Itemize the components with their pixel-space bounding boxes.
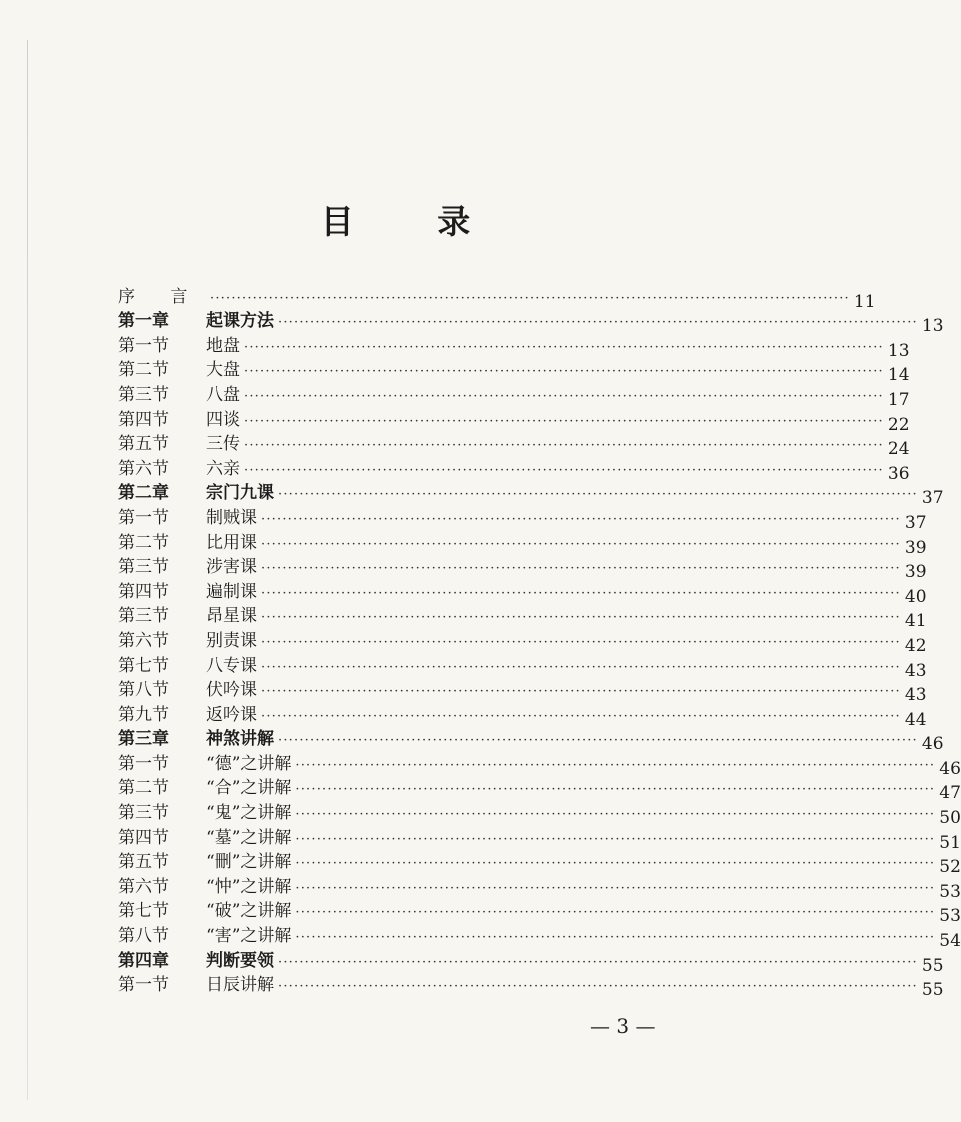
toc-entry-row <box>118 380 910 410</box>
toc-entry-row <box>118 774 961 804</box>
toc-section-label: 第一节 <box>118 507 169 528</box>
toc-entry-row <box>118 823 961 853</box>
toc-page-number: 55 <box>921 980 944 1001</box>
page-title: 目 录 <box>320 202 507 241</box>
toc-page-number: 42 <box>904 635 927 656</box>
toc-leader-dots: ························································································································ <box>278 733 918 749</box>
toc-entry-row <box>118 971 944 1001</box>
toc-entry-title: “忡”之讲解 <box>206 876 292 897</box>
toc-entry-title: 伏吟课 <box>206 680 257 701</box>
page-number-footer: — 3 — <box>590 1014 656 1038</box>
toc-entry-row <box>118 676 927 706</box>
toc-page-number: 40 <box>904 586 927 607</box>
toc-chapter-row <box>118 946 944 976</box>
toc-entry-title: 宗门九课 <box>206 483 274 504</box>
toc-section-label: 第五节 <box>118 434 169 455</box>
toc-page-number: 17 <box>887 389 910 410</box>
toc-section-label: 第六节 <box>118 876 169 897</box>
toc-entry-row <box>118 700 927 730</box>
toc-page-number: 47 <box>939 783 961 804</box>
toc-entry-title: “德”之讲解 <box>206 753 292 774</box>
toc-section-label: 第七节 <box>118 901 169 922</box>
toc-section-label: 第四节 <box>118 827 169 848</box>
toc-entry-title: 制贼课 <box>206 507 257 528</box>
toc-leader-dots: ························································································································ <box>261 610 901 626</box>
toc-page-number: 37 <box>904 512 927 533</box>
toc-leader-dots: ························································································································ <box>278 979 918 995</box>
toc-entry-title: 神煞讲解 <box>206 729 274 750</box>
toc-section-label: 第三章 <box>118 729 169 750</box>
toc-entry-title: 四谈 <box>206 409 240 430</box>
toc-leader-dots: ························································································································ <box>278 315 918 331</box>
toc-page-number: 14 <box>887 365 910 386</box>
toc-section-label: 第二节 <box>118 360 169 381</box>
toc-entry-title: “破”之讲解 <box>206 901 292 922</box>
toc-leader-dots: ························································································································ <box>261 684 901 700</box>
toc-page-number: 37 <box>921 488 944 509</box>
toc-section-label: 第三节 <box>118 803 169 824</box>
toc-entry-row <box>118 454 910 484</box>
toc-entry-row <box>118 331 910 361</box>
toc-leader-dots: ························································································································ <box>278 954 918 970</box>
toc-entry-title: 返吟课 <box>206 704 257 725</box>
toc-leader-dots: ························································································································ <box>244 438 884 454</box>
toc-section-label: 第二章 <box>118 483 169 504</box>
toc-section-label: 序 言 <box>118 286 203 307</box>
toc-leader-dots: ························································································································ <box>210 290 850 306</box>
toc-page-number: 13 <box>887 340 910 361</box>
toc-entry-title: 昂星课 <box>206 606 257 627</box>
toc-leader-dots: ························································································································ <box>295 782 936 798</box>
toc-page-number: 52 <box>939 857 961 878</box>
toc-entry-row <box>118 749 961 779</box>
toc-section-label: 第三节 <box>118 384 169 405</box>
toc-entry-title: 地盘 <box>206 335 240 356</box>
toc-page-number: 46 <box>939 758 961 779</box>
toc-leader-dots: ························································································································ <box>261 561 901 577</box>
toc-section-label: 第九节 <box>118 704 169 725</box>
toc-leader-dots: ························································································································ <box>295 930 936 946</box>
toc-leader-dots: ························································································································ <box>295 905 936 921</box>
toc-chapter-row <box>118 725 944 755</box>
toc-section-label: 第四节 <box>118 581 169 602</box>
toc-leader-dots: ························································································································ <box>244 339 884 355</box>
toc-entry-row <box>118 921 961 952</box>
toc-page-number: 55 <box>921 955 944 976</box>
toc-page-number: 43 <box>904 685 927 706</box>
toc-leader-dots: ························································································································ <box>261 708 901 724</box>
toc-page-number: 41 <box>904 611 927 632</box>
toc-section-label: 第三节 <box>118 557 169 578</box>
toc-page-number: 54 <box>939 931 961 952</box>
toc-leader-dots: ························································································································ <box>295 831 936 847</box>
toc-page-number: 46 <box>921 734 944 755</box>
toc-entry-title: 六亲 <box>206 458 240 479</box>
toc-entry-row <box>118 356 910 386</box>
toc-leader-dots: ························································································································ <box>295 856 936 872</box>
toc-page-number: 53 <box>939 906 961 927</box>
toc-entry-row <box>118 626 927 656</box>
toc-leader-dots: ························································································································ <box>261 585 901 601</box>
toc-entry-title: 八专课 <box>206 655 257 676</box>
toc-chapter-row <box>118 307 944 337</box>
toc-section-label: 第八节 <box>118 926 169 947</box>
toc-leader-dots: ························································································································ <box>295 757 936 773</box>
toc-page-number: 11 <box>853 291 876 312</box>
toc-section-label: 第六节 <box>118 630 169 651</box>
toc-leader-dots: ························································································································ <box>278 487 918 503</box>
toc-leader-dots: ························································································································ <box>295 880 936 896</box>
toc-entry-title: 判断要领 <box>206 950 274 971</box>
toc-entry-row <box>118 282 876 312</box>
toc-entry-row <box>118 651 927 681</box>
toc-entry-row <box>118 798 961 829</box>
toc-entry-title: 比用课 <box>206 532 257 553</box>
toc-leader-dots: ························································································································ <box>244 364 884 380</box>
toc-leader-dots: ························································································································ <box>261 659 901 675</box>
toc-entry-row <box>118 553 927 583</box>
toc-entry-row <box>118 430 910 460</box>
table-of-contents <box>118 282 961 1001</box>
toc-section-label: 第七节 <box>118 655 169 676</box>
toc-section-label: 第六节 <box>118 458 169 479</box>
toc-entry-title: “刪”之讲解 <box>206 852 292 873</box>
toc-entry-title: “害”之讲解 <box>206 926 292 947</box>
toc-entry-row <box>118 602 927 632</box>
toc-page-number: 13 <box>921 316 944 337</box>
toc-page-number: 53 <box>939 881 961 902</box>
toc-section-label: 第四节 <box>118 409 169 430</box>
toc-entry-row <box>118 405 910 435</box>
toc-entry-title: 三传 <box>206 434 240 455</box>
toc-section-label: 第一章 <box>118 311 169 332</box>
toc-entry-row <box>118 897 961 927</box>
toc-entry-title: 涉害课 <box>206 557 257 578</box>
toc-page-number: 43 <box>904 660 927 681</box>
toc-page-number: 51 <box>939 832 961 853</box>
toc-section-label: 第四章 <box>118 950 169 971</box>
toc-entry-title: “合”之讲解 <box>206 778 292 799</box>
toc-leader-dots: ························································································································ <box>261 536 901 552</box>
toc-entry-title: 日辰讲解 <box>206 975 274 996</box>
toc-section-label: 第二节 <box>118 778 169 799</box>
toc-entry-title: 大盘 <box>206 360 240 381</box>
toc-page-number: 50 <box>939 808 961 829</box>
toc-entry-row <box>118 528 927 558</box>
toc-section-label: 第一节 <box>118 753 169 774</box>
toc-page-number: 39 <box>904 537 927 558</box>
toc-section-label: 第五节 <box>118 852 169 873</box>
toc-page-number: 39 <box>904 562 927 583</box>
toc-entry-row <box>118 872 961 902</box>
toc-entry-row <box>118 503 927 533</box>
toc-section-label: 第三节 <box>118 606 169 627</box>
toc-leader-dots: ························································································································ <box>244 462 884 478</box>
toc-leader-dots: ························································································································ <box>244 413 884 429</box>
toc-entry-row <box>118 577 927 607</box>
toc-entry-title: “鬼”之讲解 <box>206 803 292 824</box>
toc-entry-title: “墓”之讲解 <box>206 827 292 848</box>
toc-leader-dots: ························································································································ <box>261 634 901 650</box>
toc-section-label: 第一节 <box>118 975 169 996</box>
toc-leader-dots: ························································································································ <box>244 388 884 404</box>
toc-leader-dots: ························································································································ <box>295 807 936 823</box>
toc-page-number: 44 <box>904 709 927 730</box>
toc-page-number: 22 <box>887 414 910 435</box>
toc-chapter-row <box>118 479 944 509</box>
toc-page-number: 36 <box>887 463 910 484</box>
toc-entry-title: 起课方法 <box>206 311 274 332</box>
toc-entry-title: 八盘 <box>206 384 240 405</box>
toc-section-label: 第二节 <box>118 532 169 553</box>
toc-entry-row <box>118 848 961 878</box>
toc-entry-title: 遍制课 <box>206 581 257 602</box>
toc-entry-title: 别责课 <box>206 630 257 651</box>
toc-page-number: 24 <box>887 439 910 460</box>
toc-leader-dots: ························································································································ <box>261 511 901 527</box>
toc-section-label: 第一节 <box>118 335 169 356</box>
toc-section-label: 第八节 <box>118 680 169 701</box>
